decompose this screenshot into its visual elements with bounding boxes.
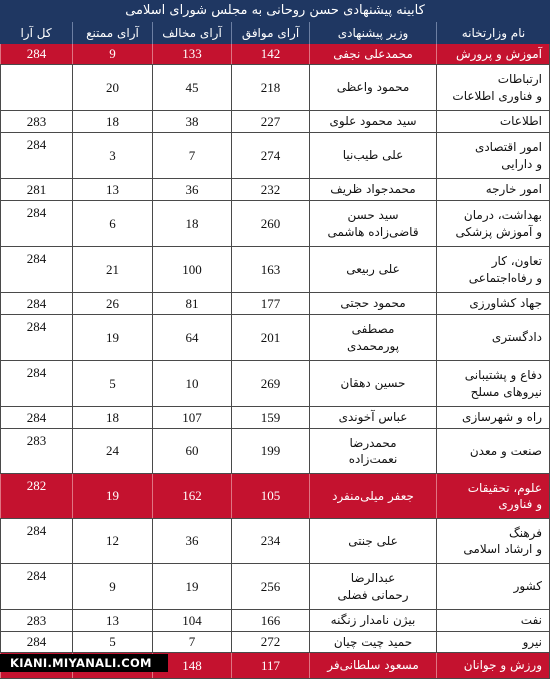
table-row — [0, 65, 550, 111]
abstain-votes-cell: 13 — [72, 179, 152, 200]
against-votes-cell: 162 — [152, 474, 231, 518]
against-votes-cell: 7 — [152, 632, 231, 652]
abstain-votes-cell: 9 — [72, 44, 152, 64]
total-votes-cell: 283 — [0, 610, 72, 631]
minister-cell: حمید چیت چیان — [309, 632, 436, 652]
minister-cell: حسین دهقان — [309, 361, 436, 406]
ministry-cell: راه و شهرسازی — [436, 407, 550, 428]
total-votes-cell: 281 — [0, 179, 72, 200]
agree-votes-cell: 227 — [231, 111, 309, 132]
abstain-votes-cell: 21 — [72, 247, 152, 292]
minister-cell: مصطفی پورمحمدی — [309, 315, 436, 360]
total-votes-cell: 284 — [0, 632, 72, 652]
table-title: کابینه پیشنهادی حسن روحانی به مجلس شورای اسلامی — [125, 3, 425, 18]
agree-votes-cell: 218 — [231, 65, 309, 110]
against-votes-cell: 18 — [152, 201, 231, 246]
against-votes-cell: 133 — [152, 44, 231, 64]
against-votes-cell: 64 — [152, 315, 231, 360]
abstain-votes-cell: 12 — [72, 519, 152, 563]
table-header — [0, 0, 550, 44]
agree-votes-cell: 142 — [231, 44, 309, 64]
against-votes-cell: 45 — [152, 65, 231, 110]
abstain-votes-cell: 18 — [72, 407, 152, 428]
abstain-votes-cell: 5 — [72, 361, 152, 406]
table-row — [0, 315, 550, 361]
ministry-cell: امور اقتصادی و دارایی — [436, 133, 550, 178]
table-row — [0, 133, 550, 179]
against-votes-cell: 36 — [152, 519, 231, 563]
agree-votes-cell: 272 — [231, 632, 309, 652]
minister-cell: عباس آخوندی — [309, 407, 436, 428]
ministry-cell: کشور — [436, 564, 550, 609]
ministry-cell: دادگستری — [436, 315, 550, 360]
ministry-cell: ورزش و جوانان — [436, 653, 550, 678]
table-row — [0, 247, 550, 293]
table-row — [0, 361, 550, 407]
minister-cell: بیژن نامدار زنگنه — [309, 610, 436, 631]
minister-cell: محمود حجتی — [309, 293, 436, 314]
agree-votes-cell: 269 — [231, 361, 309, 406]
minister-cell: محمود واعظی — [309, 65, 436, 110]
minister-cell: علی ربیعی — [309, 247, 436, 292]
table-row — [0, 519, 550, 564]
total-votes-cell: 284 — [0, 201, 72, 246]
total-votes-cell — [0, 65, 72, 110]
abstain-votes-cell: 18 — [72, 111, 152, 132]
total-votes-cell: 283 — [0, 429, 72, 473]
agree-votes-cell: 201 — [231, 315, 309, 360]
agree-votes-cell: 159 — [231, 407, 309, 428]
agree-votes-cell: 117 — [231, 653, 309, 678]
minister-cell: سید محمود علوی — [309, 111, 436, 132]
table-row — [0, 632, 550, 653]
ministry-cell: بهداشت، درمان و آموزش پزشکی — [436, 201, 550, 246]
total-votes-cell: 284 — [0, 293, 72, 314]
ministry-cell: تعاون، کار و رفاه‌اجتماعی — [436, 247, 550, 292]
column-header-total: کل آرا — [20, 26, 52, 40]
against-votes-cell: 100 — [152, 247, 231, 292]
minister-cell: محمدجواد ظریف — [309, 179, 436, 200]
agree-votes-cell: 105 — [231, 474, 309, 518]
table-row — [0, 429, 550, 474]
ministry-cell: صنعت و معدن — [436, 429, 550, 473]
ministry-cell: آموزش و پرورش — [436, 44, 550, 64]
total-votes-cell: 282 — [0, 474, 72, 518]
against-votes-cell: 81 — [152, 293, 231, 314]
against-votes-cell: 148 — [152, 653, 231, 678]
ministry-cell: جهاد کشاورزی — [436, 293, 550, 314]
agree-votes-cell: 232 — [231, 179, 309, 200]
abstain-votes-cell: 6 — [72, 201, 152, 246]
table-row — [0, 564, 550, 610]
total-votes-cell: 284 — [0, 44, 72, 64]
against-votes-cell: 60 — [152, 429, 231, 473]
minister-cell: عبدالرضا رحمانی فضلی — [309, 564, 436, 609]
abstain-votes-cell: 3 — [72, 133, 152, 178]
against-votes-cell: 10 — [152, 361, 231, 406]
abstain-votes-cell: 13 — [72, 610, 152, 631]
ministry-cell: نیرو — [436, 632, 550, 652]
against-votes-cell: 36 — [152, 179, 231, 200]
column-header-ministry: نام وزارتخانه — [436, 22, 550, 44]
abstain-votes-cell: 26 — [72, 293, 152, 314]
table-row — [0, 44, 550, 65]
total-votes-cell: 283 — [0, 111, 72, 132]
table-row — [0, 201, 550, 247]
total-votes-cell: 284 — [0, 133, 72, 178]
total-votes-cell: 284 — [0, 361, 72, 406]
against-votes-cell: 19 — [152, 564, 231, 609]
abstain-votes-cell: 19 — [72, 315, 152, 360]
ministry-cell: نفت — [436, 610, 550, 631]
agree-votes-cell: 256 — [231, 564, 309, 609]
minister-cell: علی طیب‌نیا — [309, 133, 436, 178]
column-header-abstain: آرای ممتنع — [72, 22, 152, 44]
ministry-cell: امور خارجه — [436, 179, 550, 200]
total-votes-cell: 284 — [0, 315, 72, 360]
minister-cell: محمدعلی نجفی — [309, 44, 436, 64]
column-header-agree: آرای موافق — [231, 22, 309, 44]
ministry-cell: ارتباطات و فناوری اطلاعات — [436, 65, 550, 110]
agree-votes-cell: 177 — [231, 293, 309, 314]
total-votes-cell: 284 — [0, 519, 72, 563]
table-row — [0, 407, 550, 429]
ministry-cell: فرهنگ و ارشاد اسلامی — [436, 519, 550, 563]
agree-votes-cell: 234 — [231, 519, 309, 563]
agree-votes-cell: 199 — [231, 429, 309, 473]
minister-cell: سید حسن قاضی‌زاده هاشمی — [309, 201, 436, 246]
abstain-votes-cell: 9 — [72, 564, 152, 609]
against-votes-cell: 104 — [152, 610, 231, 631]
table-row — [0, 293, 550, 315]
minister-cell: علی جنتی — [309, 519, 436, 563]
table-row — [0, 179, 550, 201]
against-votes-cell: 107 — [152, 407, 231, 428]
table-row — [0, 474, 550, 519]
column-header-minister: وزیر پیشنهادی — [309, 22, 436, 44]
abstain-votes-cell: 24 — [72, 429, 152, 473]
table-row — [0, 111, 550, 133]
agree-votes-cell: 163 — [231, 247, 309, 292]
abstain-votes-cell: 5 — [72, 632, 152, 652]
ministry-cell: اطلاعات — [436, 111, 550, 132]
total-votes-cell: 284 — [0, 247, 72, 292]
abstain-votes-cell: 19 — [72, 474, 152, 518]
agree-votes-cell: 260 — [231, 201, 309, 246]
total-votes-cell: 284 — [0, 407, 72, 428]
ministry-cell: دفاع و پشتیبانی نیروهای مسلح — [436, 361, 550, 406]
abstain-votes-cell: 20 — [72, 65, 152, 110]
agree-votes-cell: 166 — [231, 610, 309, 631]
against-votes-cell: 7 — [152, 133, 231, 178]
against-votes-cell: 38 — [152, 111, 231, 132]
minister-cell: مسعود سلطانی‌فر — [309, 653, 436, 678]
watermark: KIANI.MIYANALI.COM — [0, 654, 168, 672]
total-votes-cell: 284 — [0, 564, 72, 609]
table-row — [0, 610, 550, 632]
ministry-cell: علوم، تحقیقات و فناوری — [436, 474, 550, 518]
agree-votes-cell: 274 — [231, 133, 309, 178]
minister-cell: جعفر میلی‌منفرد — [309, 474, 436, 518]
column-header-against: آرای مخالف — [152, 22, 231, 44]
minister-cell: محمدرضا نعمت‌زاده — [309, 429, 436, 473]
